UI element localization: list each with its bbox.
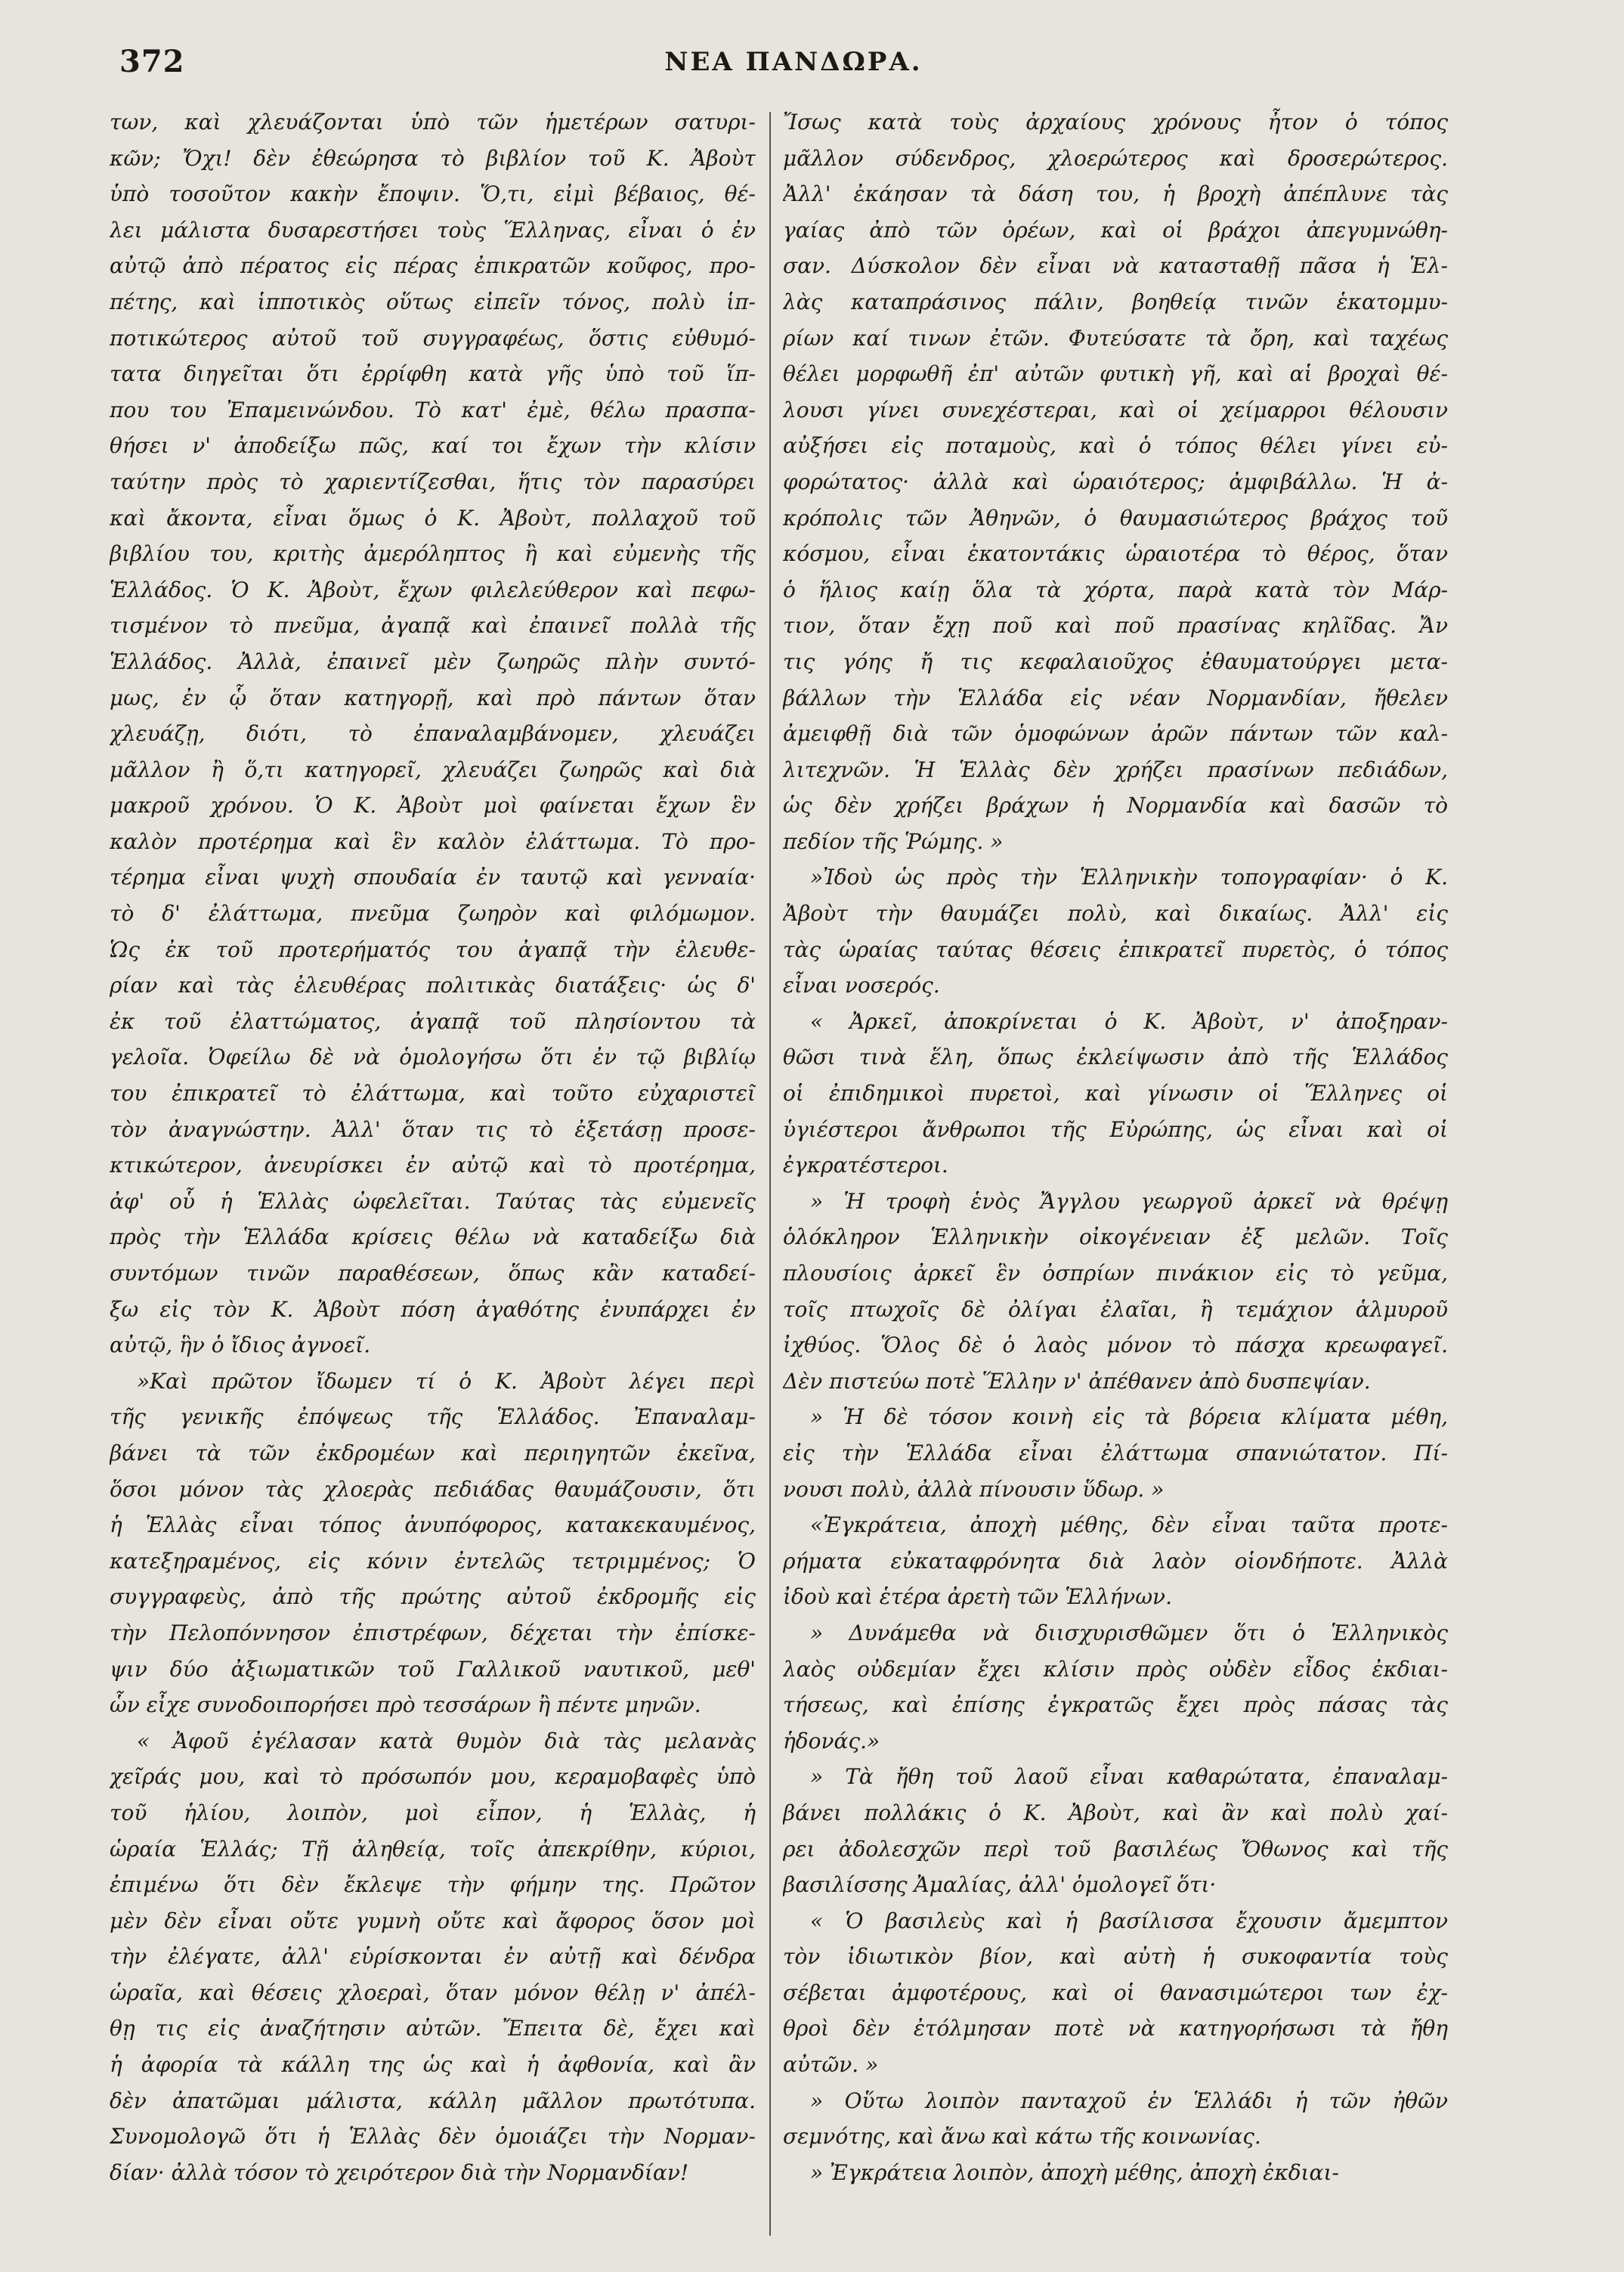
text-line: βασιλίσσης Ἀμαλίας, ἀλλ' ὁμολογεῖ ὅτι·	[783, 1872, 1217, 1898]
text-line: ρει ἀδολεσχῶν περὶ τοῦ βασιλέως Ὄθωνος καὶ τῆς	[783, 1836, 1448, 1862]
text-line: συγγραφεὺς, ἀπὸ τῆς πρώτης αὐτοῦ ἐκδρομῆς εἰς	[110, 1584, 756, 1610]
text-line: χλευάζῃ, διότι, τὸ ἐπαναλαμβάνομεν, χλευάζει	[110, 721, 756, 747]
column-divider	[769, 112, 771, 2236]
text-line: θέλει μορφωθῆ ἐπ' αὐτῶν φυτικὴ γῆ, καὶ αἱ βροχαὶ θέ-	[783, 361, 1448, 387]
text-line: λὰς καταπράσινος πάλιν, βοηθείᾳ τινῶν ἑκατομμυ-	[783, 289, 1448, 314]
text-line: κῶν; Ὄχι! δὲν ἐθεώρησα τὸ βιβλίον τοῦ Κ. Ἀβοὺτ	[110, 145, 756, 171]
text-line: Ἀλλ' ἐκάησαν τὰ δάση του, ἡ βροχὴ ἀπέπλυνε τὰς	[783, 181, 1448, 207]
text-line: Ἀβοὺτ τὴν θαυμάζει πολὺ, καὶ δικαίως. Ἀλλ' εἰς	[783, 901, 1448, 927]
text-line: ταύτην πρὸς τὸ χαριεντίζεσθαι, ἥτις τὸν παρασύρει	[110, 469, 756, 494]
text-line: Ἑλλάδος. Ἀλλὰ, ἐπαινεῖ μὲν ζωηρῶς πλὴν συντό-	[110, 648, 756, 674]
text-line: τισμένον τὸ πνεῦμα, ἀγαπᾷ καὶ ἐπαινεῖ πολλὰ τῆς	[110, 613, 756, 639]
text-line: φορώτατος· ἀλλὰ καὶ ὡραιότερος; ἀμφιβάλλω. Ἡ ἀ-	[783, 469, 1448, 494]
text-line: μᾶλλον σύδενδρος, χλοερώτερος καὶ δροσερώτερος.	[783, 145, 1448, 171]
text-line: σέβεται ἀμφοτέρους, καὶ οἱ θανασιμώτεροι των ἐχ-	[783, 1979, 1448, 2005]
text-line: ξω εἰς τὸν Κ. Ἀβοὺτ πόση ἀγαθότης ἐνυπάρχει ἐν	[110, 1296, 756, 1322]
text-line: » Ἡ τροφὴ ἑνὸς Ἄγγλου γεωργοῦ ἀρκεῖ νὰ θρέψῃ	[810, 1188, 1448, 1214]
text-line: γελοῖα. Ὀφείλω δὲ νὰ ὁμολογήσω ὅτι ἐν τῷ βιβλίῳ	[110, 1045, 756, 1070]
text-line: τὰς ὡραίας ταύτας θέσεις ἐπικρατεῖ πυρετὸς, ὁ τόπος	[783, 936, 1448, 962]
text-line: ἡδονάς.»	[783, 1728, 880, 1754]
text-line: ψιν δύο ἀξιωματικῶν τοῦ Γαλλικοῦ ναυτικοῦ, μεθ'	[110, 1656, 756, 1682]
text-line: πεδίον τῆς Ῥώμης. »	[783, 828, 1004, 854]
text-line: βάλλων τὴν Ἑλλάδα εἰς νέαν Νορμανδίαν, ἤθελεν	[783, 685, 1448, 710]
text-line: σαν. Δύσκολον δὲν εἶναι νὰ κατασταθῇ πᾶσα ἡ Ἑλ-	[783, 253, 1448, 279]
text-line: ἀμειφθῇ διὰ τῶν ὁμοφώνων ἀρῶν πάντων τῶν καλ-	[783, 721, 1448, 747]
text-line: ὑγιέστεροι ἄνθρωποι τῆς Εὐρώπης, ὡς εἶναι καὶ οἱ	[783, 1116, 1448, 1142]
text-line: γαίας ἀπὸ τῶν ὀρέων, καὶ οἱ βράχοι ἀπεγυμνώθη-	[783, 217, 1448, 243]
text-line: μως, ἐν ᾧ ὅταν κατηγορῇ, καὶ πρὸ πάντων ὅταν	[110, 685, 756, 710]
text-line: ὡραία Ἑλλάς; Τῇ ἀληθείᾳ, τοῖς ἀπεκρίθην, κύριοι,	[110, 1836, 756, 1862]
text-line: βάνει πολλάκις ὁ Κ. Ἀβοὺτ, καὶ ἂν καὶ πολὺ χαί-	[783, 1800, 1448, 1825]
text-line: ἰχθύος. Ὅλος δὲ ὁ λαὸς μόνον τὸ πάσχα κρεωφαγεῖ.	[783, 1333, 1448, 1358]
text-line: αὐξήσει εἰς ποταμοὺς, καὶ ὁ τόπος θέλει γίνει εὐ-	[783, 433, 1448, 459]
text-line: κρόπολις τῶν Ἀθηνῶν, ὁ θαυμασιώτερος βράχος τοῦ	[783, 505, 1448, 531]
text-line: ρήματα εὐκαταφρόνητα διὰ λαὸν οἱονδήποτε. Ἀλλὰ	[783, 1548, 1448, 1574]
text-line: ὡς δὲν χρήζει βράχων ἡ Νορμανδία καὶ δασῶν τὸ	[783, 793, 1448, 819]
text-line: μακροῦ χρόνου. Ὁ Κ. Ἀβοὺτ μοὶ φαίνεται ἔχων ἓν	[110, 793, 756, 819]
text-line: καλὸν προτέρημα καὶ ἓν καλὸν ἐλάττωμα. Τὸ προ-	[110, 828, 756, 854]
text-line: κτικώτερον, ἀνευρίσκει ἐν αὐτῷ καὶ τὸ προτέρημα,	[110, 1153, 756, 1178]
text-line: τις γόης ἤ τις κεφαλαιοῦχος ἐθαυματούργει μετα-	[783, 648, 1448, 674]
text-line: Ἑλλάδος. Ὁ Κ. Ἀβοὺτ, ἔχων φιλελεύθερον καὶ πεφω-	[110, 577, 756, 602]
text-line: τοῖς πτωχοῖς δὲ ὀλίγαι ἐλαῖαι, ἢ τεμάχιον ἁλμυροῦ	[783, 1296, 1448, 1322]
page-number: 372	[119, 44, 185, 79]
text-line: θῶσι τινὰ ἕλη, ὅπως ἐκλείψωσιν ἀπὸ τῆς Ἑλλάδος	[783, 1045, 1448, 1070]
text-line: « Ἀφοῦ ἐγέλασαν κατὰ θυμὸν διὰ τὰς μελανὰς	[137, 1728, 756, 1754]
text-line: μᾶλλον ἢ ὅ,τι κατηγορεῖ, χλευάζει ζωηρῶς καὶ διὰ	[110, 757, 756, 782]
text-line: του ἐπικρατεῖ τὸ ἐλάττωμα, καὶ τοῦτο εὐχαριστεῖ	[110, 1081, 756, 1107]
text-line: λαὸς οὐδεμίαν ἔχει κλίσιν πρὸς οὐδὲν εἶδος ἐκδιαι-	[783, 1656, 1448, 1682]
text-line: ἐγκρατέστεροι.	[783, 1153, 948, 1178]
text-line: αὐτῷ ἀπὸ πέρατος εἰς πέρας ἐπικρατῶν κοῦφος, προ-	[110, 253, 756, 279]
text-line: που του Ἐπαμεινώνδου. Τὸ κατ' ἐμὲ, θέλω πρασπα-	[110, 397, 756, 423]
text-line: ὑπὸ τοσοῦτον κακὴν ἔποψιν. Ὅ,τι, εἰμὶ βέβαιος, θέ-	[110, 181, 756, 207]
text-line: αὐτῷ, ἣν ὁ ἴδιος ἀγνοεῖ.	[110, 1333, 371, 1358]
text-line: ὅσοι μόνον τὰς χλοερὰς πεδιάδας θαυμάζουσιν, ὅτι	[110, 1476, 756, 1502]
text-line: κόσμου, εἶναι ἑκατοντάκις ὡραιοτέρα τὸ θέρος, ὅταν	[783, 541, 1448, 567]
text-line: ὧν εἶχε συνοδοιπορήσει πρὸ τεσσάρων ἢ πέντε μηνῶν.	[110, 1692, 701, 1718]
text-line: »Καὶ πρῶτον ἴδωμεν τί ὁ Κ. Ἀβοὺτ λέγει περὶ	[137, 1368, 756, 1394]
text-line: « Ὁ βασιλεὺς καὶ ἡ βασίλισσα ἔχουσιν ἄμεμπτον	[810, 1908, 1448, 1933]
text-line: μὲν δὲν εἶναι οὔτε γυμνὴ οὔτε καὶ ἄφορος ὅσον μοὶ	[110, 1908, 756, 1933]
text-line: τὸν ἰδιωτικὸν βίον, καὶ αὐτὴ ἡ συκοφαντία τοὺς	[783, 1944, 1448, 1970]
text-line: πέτης, καὶ ἱπποτικὸς οὕτως εἰπεῖν τόνος, πολὺ ἱπ-	[110, 289, 756, 314]
text-line: θῃ τις εἰς ἀναζήτησιν αὐτῶν. Ἔπειτα δὲ, ἔχει καὶ	[110, 2016, 756, 2041]
text-line: θροὶ δὲν ἐτόλμησαν ποτὲ νὰ κατηγορήσωσι τὰ ἤθη	[783, 2016, 1448, 2041]
left-column	[110, 104, 756, 2251]
text-line: ἡ Ἑλλὰς εἶναι τόπος ἀνυπόφορος, κατακεκαυμένος,	[110, 1512, 756, 1538]
text-line: λει μάλιστα δυσαρεστήσει τοὺς Ἕλληνας, εἶναι ὁ ἐν	[110, 217, 756, 243]
text-line: ὁλόκληρον Ἑλληνικὴν οἰκογένειαν ἐξ μελῶν. Τοῖς	[783, 1224, 1448, 1250]
text-line: χεῖράς μου, καὶ τὸ πρόσωπόν μου, κεραμοβαφὲς ὑπὸ	[110, 1764, 756, 1790]
text-line: ποτικώτερος αὐτοῦ τοῦ συγγραφέως, ὅστις εὐθυμό-	[110, 325, 756, 351]
text-line: ὡραῖα, καὶ θέσεις χλοεραὶ, ὅταν μόνον θέλῃ ν' ἀπέλ-	[110, 1979, 756, 2005]
text-line: ρίαν καὶ τὰς ἐλευθέρας πολιτικὰς διατάξεις· ὡς δ'	[110, 973, 756, 998]
text-line: ρίων καί τινων ἐτῶν. Φυτεύσατε τὰ ὄρη, καὶ ταχέως	[783, 325, 1448, 351]
text-line: «Ἐγκράτεια, ἀποχὴ μέθης, δὲν εἶναι ταῦτα προτε-	[810, 1512, 1448, 1538]
text-line: τῆς γενικῆς ἐπόψεως τῆς Ἑλλάδος. Ἐπαναλαμ-	[110, 1404, 756, 1430]
text-line: σεμνότης, καὶ ἄνω καὶ κάτω τῆς κοινωνίας.	[783, 2124, 1261, 2150]
text-line: Ἴσως κατὰ τοὺς ἀρχαίους χρόνους ἦτον ὁ τόπος	[783, 110, 1448, 135]
text-line: τὴν Πελοπόννησον ἐπιστρέφων, δέχεται τὴν ἐπίσκε-	[110, 1620, 756, 1645]
text-line: τήσεως, καὶ ἐπίσης ἐγκρατῶς ἔχει πρὸς πάσας τὰς	[783, 1692, 1448, 1718]
text-line: πλουσίοις ἀρκεῖ ἓν ὀσπρίων πινάκιον εἰς τὸ γεῦμα,	[783, 1261, 1448, 1286]
text-line: » Ἐγκράτεια λοιπὸν, ἀποχὴ μέθης, ἀποχὴ ἐκδιαι-	[810, 2159, 1339, 2185]
text-line: πρὸς τὴν Ἑλλάδα κρίσεις θέλω νὰ καταδείξω διὰ	[110, 1224, 756, 1250]
text-line: αὐτῶν. »	[783, 2052, 879, 2078]
text-line: συντόμων τινῶν παραθέσεων, ὅπως κἂν καταδεί-	[110, 1261, 756, 1286]
text-line: βιβλίου του, κριτὴς ἀμερόληπτος ἢ καὶ εὐμενὴς τῆς	[110, 541, 756, 567]
text-line: λουσι γίνει συνεχέστεραι, καὶ οἱ χείμαρροι θέλουσιν	[783, 397, 1448, 423]
text-line: ἀφ' οὗ ἡ Ἑλλὰς ὠφελεῖται. Ταύτας τὰς εὐμενεῖς	[110, 1188, 756, 1214]
text-line: ἐπιμένω ὅτι δὲν ἔκλεψε τὴν φήμην της. Πρῶτον	[110, 1872, 756, 1898]
text-line: τατα διηγεῖται ὅτι ἐρρίφθη κατὰ γῆς ὑπὸ τοῦ ἵπ-	[110, 361, 756, 387]
text-line: τὸν ἀναγνώστην. Ἀλλ' ὅταν τις τὸ ἐξετάσῃ προσε-	[110, 1116, 756, 1142]
text-line: Δὲν πιστεύω ποτὲ Ἕλλην ν' ἀπέθανεν ἀπὸ δυσπεψίαν.	[783, 1368, 1371, 1394]
journal-title: ΝΕΑ ΠΑΝΔΩΡΑ.	[664, 47, 923, 77]
text-line: δίαν· ἀλλὰ τόσον τὸ χειρότερον διὰ τὴν Νορμανδίαν!	[110, 2159, 689, 2185]
text-line: ἡ ἀφορία τὰ κάλλη της ὡς καὶ ἡ ἀφθονία, καὶ ἂν	[110, 2052, 756, 2078]
text-line: Ὡς ἐκ τοῦ προτερήματός του ἀγαπᾷ τὴν ἐλευθε-	[110, 936, 756, 962]
text-line: λιτεχνῶν. Ἡ Ἑλλὰς δὲν χρήζει πρασίνων πεδιάδων,	[783, 757, 1448, 782]
text-line: οἱ ἐπιδημικοὶ πυρετοὶ, καὶ γίνωσιν οἱ Ἕλληνες οἱ	[783, 1081, 1448, 1107]
text-line: δὲν ἀπατῶμαι μάλιστα, κάλλη μᾶλλον πρωτότυπα.	[110, 2088, 756, 2113]
text-line: ἰδοὺ καὶ ἑτέρα ἀρετὴ τῶν Ἑλλήνων.	[783, 1584, 1172, 1610]
text-line: τὸ δ' ἐλάττωμα, πνεῦμα ζωηρὸν καὶ φιλόμωμον.	[110, 901, 756, 927]
text-line: » Ἡ δὲ τόσον κοινὴ εἰς τὰ βόρεια κλίματα μέθη,	[810, 1404, 1448, 1430]
text-line: τέρημα εἶναι ψυχὴ σπουδαία ἐν ταυτῷ καὶ γενναία·	[110, 865, 756, 890]
text-line: Συνομολογῶ ὅτι ἡ Ἑλλὰς δὲν ὁμοιάζει τὴν Νορμαν-	[110, 2124, 756, 2150]
text-line: εἶναι νοσερός.	[783, 973, 940, 998]
text-line: εἰς τὴν Ἑλλάδα εἶναι ἐλάττωμα σπανιώτατον. Πί-	[783, 1440, 1448, 1466]
text-line: τοῦ ἡλίου, λοιπὸν, μοὶ εἶπον, ἡ Ἑλλὰς, ἡ	[110, 1800, 756, 1825]
running-head	[106, 44, 1481, 97]
text-line: θήσει ν' ἀποδείξω πῶς, καί τοι ἔχων τὴν κλίσιν	[110, 433, 756, 459]
right-column	[783, 104, 1448, 2251]
text-line: ὁ ἥλιος καίῃ ὅλα τὰ χόρτα, παρὰ κατὰ τὸν Μάρ-	[783, 577, 1448, 602]
text-line: κατεξηραμένος, εἰς κόνιν ἐντελῶς τετριμμένος; Ὁ	[110, 1548, 756, 1574]
text-line: των, καὶ χλευάζονται ὑπὸ τῶν ἡμετέρων σατυρι-	[110, 110, 756, 135]
text-line: ἐκ τοῦ ἐλαττώματος, ἀγαπᾷ τοῦ πλησίοντου τὰ	[110, 1008, 756, 1034]
text-line: καὶ ἄκοντα, εἶναι ὅμως ὁ Κ. Ἀβοὺτ, πολλαχοῦ τοῦ	[110, 505, 756, 531]
text-line: » Οὕτω λοιπὸν πανταχοῦ ἐν Ἑλλάδι ἡ τῶν ἠθῶν	[810, 2088, 1448, 2113]
text-line: τὴν ἐλέγατε, ἀλλ' εὑρίσκονται ἐν αὐτῇ καὶ δένδρα	[110, 1944, 756, 1970]
text-line: νουσι πολὺ, ἀλλὰ πίνουσιν ὕδωρ. »	[783, 1476, 1165, 1502]
text-line: » Δυνάμεθα νὰ διισχυρισθῶμεν ὅτι ὁ Ἑλληνικὸς	[810, 1620, 1448, 1645]
text-line: τιον, ὅταν ἔχῃ ποῦ καὶ ποῦ πρασίνας κηλῖδας. Ἄν	[783, 613, 1448, 639]
text-line: » Τὰ ἤθη τοῦ λαοῦ εἶναι καθαρώτατα, ἐπαναλαμ-	[810, 1764, 1448, 1790]
text-line: βάνει τὰ τῶν ἐκδρομέων καὶ περιηγητῶν ἐκεῖνα,	[110, 1440, 756, 1466]
text-line: »Ἰδοὺ ὡς πρὸς τὴν Ἑλληνικὴν τοπογραφίαν· ὁ Κ.	[810, 865, 1448, 890]
text-line: « Ἀρκεῖ, ἀποκρίνεται ὁ Κ. Ἀβοὺτ, ν' ἀποξηραν-	[810, 1008, 1448, 1034]
